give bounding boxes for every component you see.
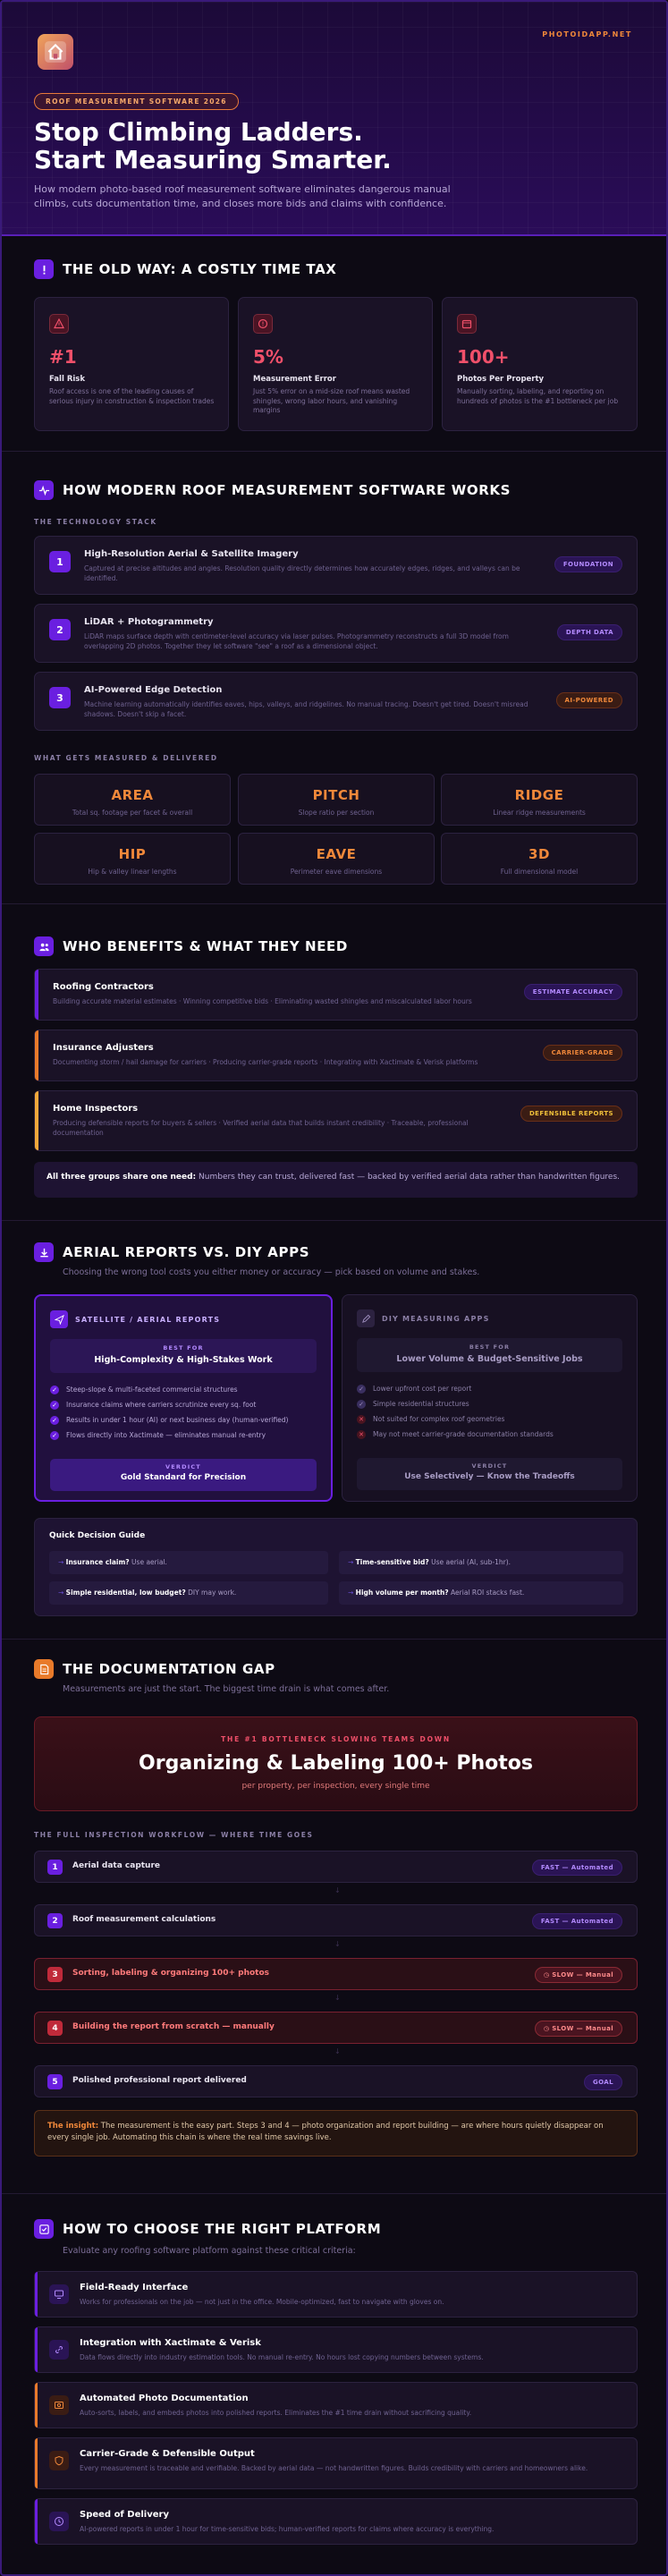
old-way-heading [34, 259, 336, 279]
check-icon: ✓ [357, 1385, 366, 1394]
best-for-label: BEST FOR [469, 1343, 511, 1351]
accent-bar [35, 2499, 38, 2544]
check-icon: ✓ [50, 1401, 59, 1410]
step-description: LiDAR maps surface depth with centimeter-level accuracy via laser pulses. Photogrammetry reconstructs a full 3D model from overlapping 2D photos. Together they let software "see" a roof as a dimensional object. [84, 632, 509, 650]
workflow-step-number: 1 [47, 1860, 63, 1875]
aerial-title: AERIAL REPORTS VS. DIY APPS [63, 1244, 310, 1260]
insight-bold: The insight: [47, 2122, 99, 2131]
x-icon: ✕ [357, 1415, 366, 1424]
accent-bar [35, 1030, 38, 1080]
document-icon [34, 1659, 54, 1679]
decision-question: Time-sensitive bid? [355, 1558, 429, 1566]
stat-description: Roof access is one of the leading causes of serious injury in construction & inspection trades [49, 387, 215, 405]
hero-title [34, 118, 571, 174]
check-icon: ✓ [357, 1400, 366, 1409]
hero-badge: ROOF MEASUREMENT SOFTWARE 2026 [34, 93, 239, 110]
hero [2, 2, 666, 236]
accent-bar [35, 2327, 38, 2372]
decision-item [339, 1581, 623, 1605]
best-for-label: BEST FOR [163, 1344, 204, 1352]
arrow-icon: → [58, 1558, 66, 1566]
workflow-step-title: Roof measurement calculations [72, 1915, 216, 1924]
measure-title: PITCH [312, 787, 360, 803]
benefit-title: Home Inspectors [53, 1104, 139, 1114]
step-number: 1 [49, 551, 71, 572]
app-logo[interactable] [38, 34, 73, 70]
decision-question: Simple residential, low budget? [65, 1589, 186, 1597]
measure-card [34, 774, 231, 826]
workflow-step-tag: FAST — Automated [532, 1860, 622, 1876]
criteria-desc: Data flows directly into industry estimation tools. No manual re-entry. No hours lost copying numbers between systems. [80, 2353, 484, 2361]
send-icon [50, 1310, 68, 1328]
criteria-desc: Auto-sorts, labels, and embeds photos into polished reports. Eliminates the #1 time drain without sacrificing quality. [80, 2409, 472, 2417]
workflow-label: THE FULL INSPECTION WORKFLOW — WHERE TIME GOES [34, 1831, 314, 1839]
stat-number: 100+ [457, 346, 510, 368]
criteria-title: Integration with Xactimate & Verisk [80, 2338, 261, 2348]
step-tag: AI-POWERED [556, 692, 623, 708]
workflow-step [34, 2065, 638, 2097]
accent-bar [35, 970, 38, 1020]
alert-icon [34, 259, 54, 279]
criteria-title: Carrier-Grade & Defensible Output [80, 2449, 255, 2459]
list-item-text: Insurance claims where carriers scrutinize every sq. foot [66, 1401, 257, 1409]
decision-item [339, 1551, 623, 1574]
step-number: 2 [49, 619, 71, 640]
down-arrow-icon: ↓ [334, 1994, 341, 2002]
criteria-title: Speed of Delivery [80, 2510, 169, 2520]
criteria-desc: Every measurement is traceable and verifiable. Backed by aerial data — not handwritten figures. Builds credibility with carriers and homeowners alike. [80, 2464, 588, 2472]
hero-subtitle: How modern photo-based roof measurement software eliminates dangerous manual climbs, cuts documentation time, and closes more bids and claims with confidence. [34, 183, 451, 209]
checklist-icon [34, 2219, 54, 2239]
users-icon [34, 936, 54, 956]
measure-label: WHAT GETS MEASURED & DELIVERED [34, 754, 218, 762]
benefit-desc: Building accurate material estimates · Winning competitive bids · Eliminating wasted shingles and miscalculated labor hours [53, 997, 472, 1005]
step-title: AI-Powered Edge Detection [84, 685, 223, 695]
step-number: 3 [49, 687, 71, 708]
accent-bar [35, 2438, 38, 2488]
workflow-step-title: Polished professional report delivered [72, 2076, 247, 2085]
measure-title: RIDGE [514, 787, 564, 803]
workflow-step-tag: FAST — Automated [532, 1913, 622, 1929]
check-icon: ✓ [50, 1385, 59, 1394]
diy-column-head: DIY MEASURING APPS [382, 1315, 490, 1323]
decision-guide [34, 1518, 638, 1616]
criteria-card [34, 2326, 638, 2373]
stat-description: Just 5% error on a mid-size roof means wasted shingles, wrong labor hours, and vanishing margins [253, 387, 410, 414]
check-icon: ✓ [50, 1431, 59, 1440]
doc-title: THE DOCUMENTATION GAP [63, 1661, 275, 1677]
arrow-icon: → [348, 1589, 356, 1597]
download-icon [34, 1242, 54, 1262]
criteria-title: Field-Ready Interface [80, 2283, 189, 2292]
arrow-icon: → [58, 1589, 66, 1597]
stat-card [34, 297, 229, 431]
brand-link[interactable]: PHOTOIDAPP.NET [542, 30, 632, 38]
verdict-value: Use Selectively — Know the Tradeoffs [404, 1472, 575, 1481]
clock-icon: ◷ [543, 2025, 553, 2032]
pencil-icon [357, 1309, 375, 1327]
benefit-tag: CARRIER-GRADE [543, 1045, 622, 1061]
measure-card [441, 774, 638, 826]
stat-number: 5% [253, 346, 283, 368]
workflow-step-tag [535, 2021, 622, 2037]
measure-title: EAVE [316, 846, 357, 862]
accent-bar [35, 1091, 38, 1150]
benefit-desc: Documenting storm / hail damage for carriers · Producing carrier-grade reports · Integrating with Xactimate & Verisk platforms [53, 1058, 478, 1066]
best-for-value: Lower Volume & Budget-Sensitive Jobs [396, 1354, 583, 1364]
workflow-step-number: 2 [47, 1913, 63, 1928]
step-title: High-Resolution Aerial & Satellite Imagery [84, 549, 299, 559]
measure-title: AREA [111, 787, 154, 803]
workflow-step-number: 4 [47, 2021, 63, 2036]
step-description: Machine learning automatically identifies eaves, hips, valleys, and ridgelines. No manual tracing. Doesn't get tired. Doesn't misread shadows. Doesn't skip a facet. [84, 700, 528, 718]
who-title: WHO BENEFITS & WHAT THEY NEED [63, 938, 348, 954]
banner-label: THE #1 BOTTLENECK SLOWING TEAMS DOWN [221, 1735, 451, 1743]
banner-title: Organizing & Labeling 100+ Photos [139, 1752, 533, 1775]
list-item [50, 1382, 288, 1397]
stat-description: Manually sorting, labeling, and reporting on hundreds of photos is the #1 bottleneck per job [457, 387, 619, 405]
benefit-tag: ESTIMATE ACCURACY [524, 984, 622, 1000]
measure-card [34, 833, 231, 885]
aerial-subtitle: Choosing the wrong tool costs you either money or accuracy — pick based on volume and stakes. [63, 1267, 480, 1277]
pulse-icon [34, 480, 54, 500]
measure-desc: Hip & valley linear lengths [88, 868, 177, 876]
workflow-step-title: Sorting, labeling & organizing 100+ photos [72, 1969, 270, 1978]
workflow-step [34, 1958, 638, 1990]
measure-title: HIP [118, 846, 147, 862]
insight-text: The measurement is the easy part. Steps 3 and 4 — photo organization and report building — are where hours quietly disappear on every single job. Automating this chain is where the real time savings live. [47, 2122, 604, 2142]
verdict-box [50, 1459, 317, 1491]
benefit-tag: DEFENSIBLE REPORTS [520, 1106, 622, 1122]
link-icon [49, 2340, 69, 2360]
list-item [357, 1411, 554, 1427]
aerial-column-head: SATELLITE / AERIAL REPORTS [75, 1316, 221, 1324]
photo-icon [49, 2395, 69, 2415]
best-for-box [50, 1339, 317, 1373]
criteria-card [34, 2437, 638, 2489]
list-item [357, 1396, 554, 1411]
x-icon: ✕ [357, 1430, 366, 1439]
stat-card [442, 297, 638, 431]
decision-guide-title: Quick Decision Guide [49, 1531, 146, 1540]
measure-title: 3D [528, 846, 550, 862]
workflow-step [34, 1851, 638, 1883]
list-item-text: Steep-slope & multi-faceted commercial structures [66, 1385, 238, 1394]
who-section [2, 904, 668, 1226]
benefit-title: Insurance Adjusters [53, 1043, 154, 1053]
warning-icon [49, 314, 69, 334]
calendar-icon [457, 314, 477, 334]
insight-box [34, 2110, 638, 2157]
aerial-section [2, 1221, 668, 1632]
choose-subtitle: Evaluate any roofing software platform against these critical criteria: [63, 2246, 356, 2256]
list-item-text: Not suited for complex roof geometries [373, 1415, 505, 1423]
hero-title-line1: Stop Climbing Ladders. [34, 117, 363, 147]
workflow-step-title: Building the report from scratch — manually [72, 2022, 275, 2031]
benefit-card [34, 1030, 638, 1081]
criteria-desc: Works for professionals on the job — not just in the office. Mobile-optimized, fast to navigate with gloves on. [80, 2298, 444, 2306]
down-arrow-icon: ↓ [334, 1940, 341, 1948]
criteria-desc: AI-powered reports in under 1 hour for time-sensitive bids; human-verified reports for claims where accuracy is everything. [80, 2525, 495, 2533]
step-tag: DEPTH DATA [557, 624, 622, 640]
benefit-desc: Producing defensible reports for buyers & sellers · Verified aerial data that builds instant credibility · Traceable, professional documentation [53, 1119, 469, 1137]
stack-label: THE TECHNOLOGY STACK [34, 518, 157, 526]
verdict-label: VERDICT [471, 1462, 508, 1470]
how-heading [34, 480, 511, 500]
measure-desc: Linear ridge measurements [493, 809, 586, 817]
check-icon: ✓ [50, 1416, 59, 1425]
list-item-text: Lower upfront cost per report [373, 1385, 472, 1393]
decision-question: High volume per month? [355, 1589, 449, 1597]
measure-desc: Perimeter eave dimensions [290, 868, 383, 876]
choose-section [2, 2194, 668, 2576]
workflow-step-tag: GOAL [584, 2074, 622, 2090]
decision-question: Insurance claim? [65, 1558, 130, 1566]
down-arrow-icon: ↓ [334, 1886, 341, 1894]
workflow-step-tag-text: SLOW — Manual [552, 2025, 613, 2032]
house-icon [44, 40, 67, 64]
tech-step [34, 536, 638, 595]
how-section [2, 452, 668, 881]
criteria-card [34, 2498, 638, 2545]
workflow-step [34, 1904, 638, 1936]
accent-bar [35, 2383, 38, 2428]
clock-icon: ◷ [543, 1971, 553, 1979]
how-title: HOW MODERN ROOF MEASUREMENT SOFTWARE WORKS [63, 482, 512, 498]
step-description: Captured at precise altitudes and angles. Resolution quality directly determines how accurately edges, ridges, and valleys can be identified. [84, 564, 520, 582]
who-note-bold: All three groups share one need: [47, 1173, 197, 1182]
list-item-text: Results in under 1 hour (AI) or next business day (human-verified) [66, 1416, 289, 1424]
doc-heading [34, 1659, 275, 1679]
stat-label: Measurement Error [253, 375, 336, 384]
arrow-icon: → [348, 1558, 356, 1566]
criteria-card [34, 2271, 638, 2318]
stat-label: Fall Risk [49, 375, 86, 384]
measure-desc: Full dimensional model [500, 868, 579, 876]
measure-card [238, 833, 435, 885]
down-arrow-icon: ↓ [334, 2047, 341, 2055]
criteria-title: Automated Photo Documentation [80, 2394, 249, 2403]
clock-icon [49, 2512, 69, 2531]
measure-card [238, 774, 435, 826]
list-item [357, 1381, 554, 1396]
who-heading [34, 936, 348, 956]
measure-card [441, 833, 638, 885]
doc-subtitle: Measurements are just the start. The biggest time drain is what comes after. [63, 1684, 390, 1694]
benefit-card [34, 969, 638, 1021]
verdict-label: VERDICT [165, 1463, 201, 1470]
workflow-step [34, 2012, 638, 2044]
benefit-card [34, 1090, 638, 1151]
error-icon [253, 314, 273, 334]
hero-title-line2: Start Measuring Smarter. [34, 145, 392, 174]
stat-label: Photos Per Property [457, 375, 545, 384]
list-item [50, 1397, 288, 1412]
aerial-list [50, 1382, 288, 1443]
verdict-box [357, 1458, 622, 1490]
list-item-text: Simple residential structures [373, 1400, 469, 1408]
bottleneck-banner [34, 1716, 638, 1811]
decision-item [49, 1551, 328, 1574]
workflow-step-number: 5 [47, 2074, 63, 2089]
who-note [34, 1162, 638, 1198]
decision-answer: Use aerial (AI, sub-1hr). [428, 1558, 512, 1566]
tech-step [34, 672, 638, 731]
stat-number: #1 [49, 346, 77, 368]
tech-step [34, 604, 638, 663]
diy-column [342, 1294, 638, 1502]
accent-bar [35, 2272, 38, 2317]
workflow-step-tag-text: SLOW — Manual [552, 1971, 613, 1979]
list-item [50, 1412, 288, 1428]
measure-desc: Slope ratio per section [298, 809, 375, 817]
best-for-box [357, 1338, 622, 1372]
workflow-step-title: Aerial data capture [72, 1861, 161, 1870]
list-item [50, 1428, 288, 1443]
benefit-title: Roofing Contractors [53, 982, 154, 992]
stat-card [238, 297, 433, 431]
choose-title: HOW TO CHOOSE THE RIGHT PLATFORM [63, 2221, 382, 2237]
list-item-text: Flows directly into Xactimate — eliminates manual re-entry [66, 1431, 266, 1439]
decision-answer: Aerial ROI stacks fast. [448, 1589, 525, 1597]
step-title: LiDAR + Photogrammetry [84, 617, 214, 627]
decision-item [49, 1581, 328, 1605]
choose-heading [34, 2219, 381, 2239]
measure-desc: Total sq. footage per facet & overall [72, 809, 193, 817]
best-for-value: High-Complexity & High-Stakes Work [94, 1355, 273, 1365]
old-way-title: THE OLD WAY: A COSTLY TIME TAX [63, 261, 337, 277]
shield-icon [49, 2451, 69, 2470]
verdict-value: Gold Standard for Precision [120, 1473, 247, 1482]
old-way-section [2, 236, 668, 451]
monitor-icon [49, 2284, 69, 2304]
workflow-step-number: 3 [47, 1967, 63, 1982]
list-item-text: May not meet carrier-grade documentation standards [373, 1430, 554, 1438]
decision-answer: DIY may work. [185, 1589, 237, 1597]
who-note-text: Numbers they can trust, delivered fast — backed by verified aerial data rather than handwritten figures. [196, 1173, 621, 1182]
decision-answer: Use aerial. [129, 1558, 167, 1566]
workflow-step-tag [535, 1967, 622, 1983]
aerial-column [34, 1294, 333, 1502]
doc-section [2, 1640, 668, 2194]
criteria-card [34, 2382, 638, 2428]
banner-subtitle: per property, per inspection, every single time [241, 1782, 430, 1791]
diy-list [357, 1381, 554, 1442]
aerial-heading [34, 1242, 309, 1262]
step-tag: FOUNDATION [554, 556, 622, 572]
list-item [357, 1427, 554, 1442]
